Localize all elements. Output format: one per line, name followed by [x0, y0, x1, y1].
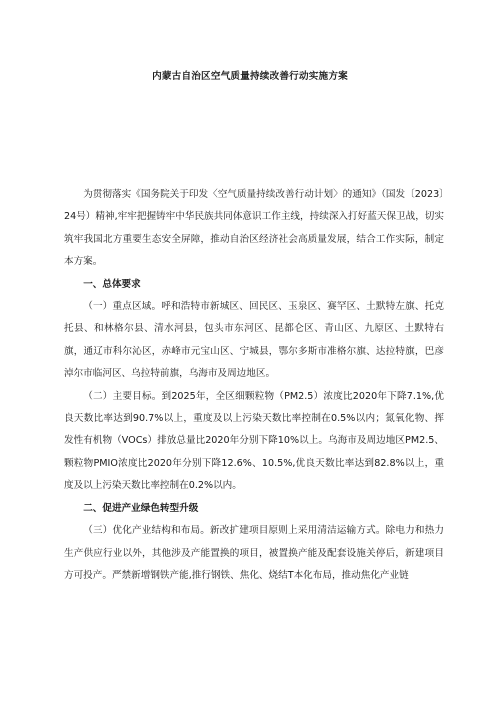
intro-paragraph: 为贯彻落实《国务院关于印发〈空气质量持续改善行动计划〉的通知》（国发〔2023〕24号）精神,牢牢把握铸牢中华民族共同体意识工作主线，持续深入打好蓝天保卫战，切实筑牢我国北方重要生态安全屏障，推动自治区经济社会高质量发展，结合工作实际，制定本方案。 — [64, 189, 444, 268]
paragraph-main-targets: （二）主要目标。到2025年，全区细颗粒物（PM2.5）浓度比2020年下降7.1%,优良天数比率达到90.7%以上，重度及以上污染天数比率控制在0.5%以内；氮氧化物、挥发性有机物（VOCs）排放总量比2020年分别下降10%以上。乌海市及周边地区PM2.5、颗粒物PMIO浓度比2020年分别下降12.6%、10.5%,优良天数比率达到82.8%以上，重度及以上污染天数比率控制在0.2%以内。 — [64, 390, 444, 492]
section-heading-general-requirements: 一、总体要求 — [83, 278, 141, 290]
paragraph-key-regions: （一）重点区域。呼和浩特市新城区、回民区、玉泉区、赛罕区、土默特左旗、托克托县、和林格尔县、清水河县，包头市东河区、昆都仑区、青山区、九原区、土默特右旗，通辽市科尔沁区，赤峰市元宝山区、宁城县，鄂尔多斯市准格尔旗、达拉特旗，巴彦淖尔市临河区、乌拉特前旗，乌海市及周边地区。 — [64, 301, 444, 380]
section-heading-industry-transformation: 二、促进产业绿色转型升级 — [83, 502, 199, 514]
paragraph-industry-structure: （三）优化产业结构和布局。新改扩建项目原则上采用清洁运输方式。除电力和热力生产供应行业以外，其他涉及产能置换的项目，被置换产能及配套设施关停后，新建项目方可投产。严禁新增钢铁产能,推行钢铁、焦化、烧结T本化布局，推动焦化产业链 — [64, 525, 444, 581]
document-title: 内蒙古自治区空气质量持续改善行动实施方案 — [152, 71, 348, 82]
document-body — [64, 184, 444, 587]
